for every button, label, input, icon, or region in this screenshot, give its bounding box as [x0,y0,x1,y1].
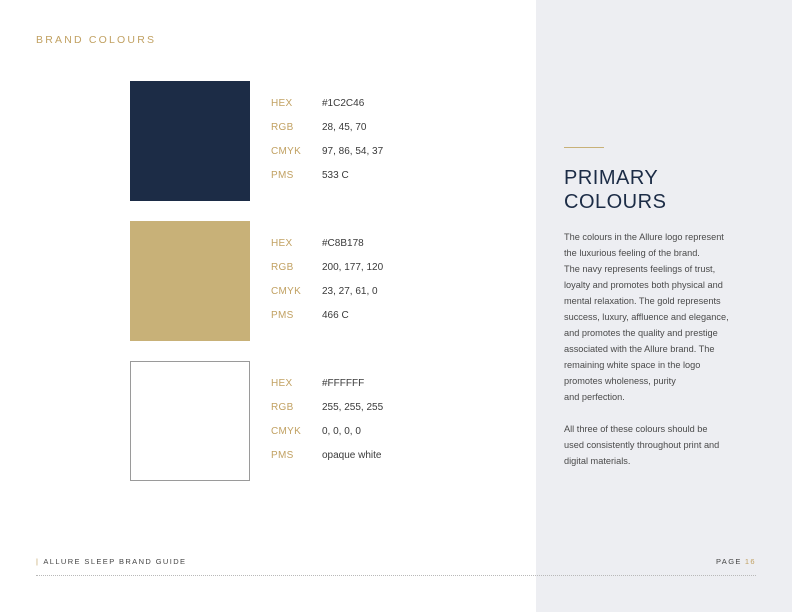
spec-value: opaque white [322,450,382,461]
spec-value: 533 C [322,170,349,181]
body-line: success, luxury, affluence and elegance, [564,312,729,322]
spec-value: 28, 45, 70 [322,122,367,133]
spec-value: 200, 177, 120 [322,262,384,273]
body-line: used consistently throughout print and [564,440,720,450]
spec-value: 97, 86, 54, 37 [322,146,384,157]
spec-key: CMYK [271,146,302,157]
spec-key: PMS [271,170,294,181]
spec-key: PMS [271,450,294,461]
spec-value: #FFFFFF [322,378,365,389]
body-line: associated with the Allure brand. The [564,344,715,354]
body-line: remaining white space in the logo [564,360,701,370]
panel-title [564,166,754,214]
body-line: digital materials. [564,456,631,466]
spec-key: RGB [271,122,294,133]
body-line: and promotes the quality and prestige [564,328,718,338]
body-line: and perfection. [564,392,625,402]
white-swatch [130,361,250,481]
gold-divider [564,147,604,148]
spec-value: 466 C [322,310,349,321]
footer-guide-text: ALLURE SLEEP BRAND GUIDE [43,557,187,566]
footer-page-label: PAGE [715,557,742,566]
footer-guide-title [36,557,186,566]
spec-value: #1C2C46 [322,98,365,109]
footer-divider [36,575,756,576]
spec-value: 0, 0, 0, 0 [322,426,361,437]
spec-key: CMYK [271,286,302,297]
body-paragraph [564,229,756,405]
panel-body [564,229,756,469]
section-label: BRAND COLOURS [36,34,157,46]
body-line: mental relaxation. The gold represents [564,296,721,306]
body-line: The navy represents feelings of trust, [564,264,716,274]
spec-key: HEX [271,98,293,109]
body-line: The colours in the Allure logo represent [564,232,724,242]
footer-bar-mark: | [36,557,40,566]
footer-page [716,557,756,566]
panel-title-line: PRIMARY [564,167,659,189]
spec-key: HEX [271,378,293,389]
body-line: promotes wholeness, purity [564,376,676,386]
spec-key: RGB [271,262,294,273]
spec-value: 255, 255, 255 [322,402,384,413]
spec-key: PMS [271,310,294,321]
navy-swatch [130,81,250,201]
spec-value: 23, 27, 61, 0 [322,286,378,297]
body-paragraph-closing [564,421,756,469]
body-line: All three of these colours should be [564,424,708,434]
body-line: loyalty and promotes both physical and [564,280,723,290]
spec-value: #C8B178 [322,238,364,249]
footer-page-number: 16 [744,557,756,566]
panel-title-line: COLOURS [564,191,667,213]
body-line: the luxurious feeling of the brand. [564,248,700,258]
spec-key: CMYK [271,426,302,437]
spec-key: HEX [271,238,293,249]
spec-key: RGB [271,402,294,413]
gold-swatch [130,221,250,341]
